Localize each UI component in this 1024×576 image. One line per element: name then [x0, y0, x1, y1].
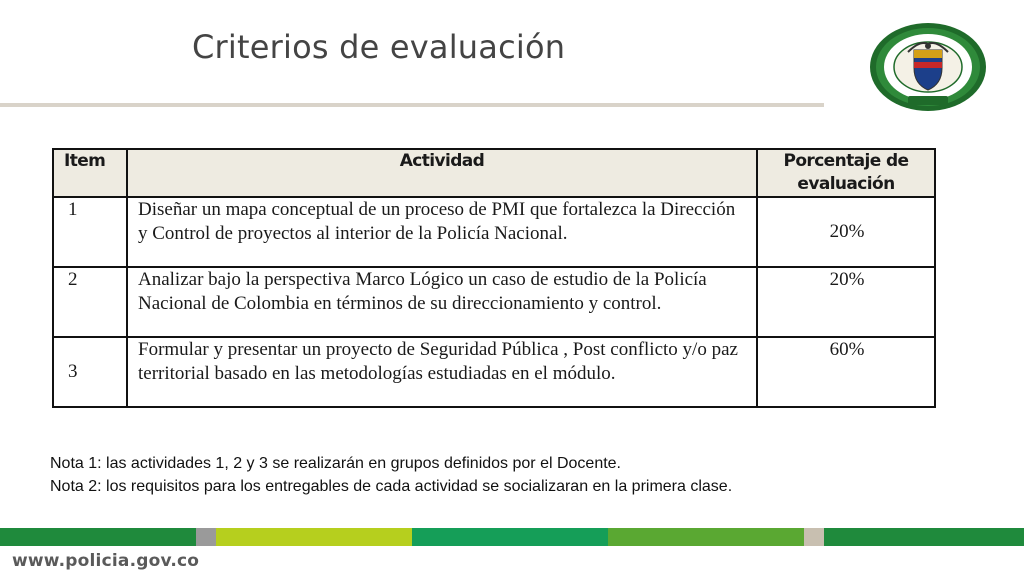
footer-segment-green — [608, 528, 804, 546]
table-row — [53, 337, 935, 407]
porcentaje-header-line1: Porcentaje de — [783, 151, 909, 171]
notes-block — [50, 452, 732, 498]
porcentaje-header-line2: evaluación — [797, 174, 895, 194]
column-header-porcentaje — [757, 149, 935, 197]
table-header-row — [53, 149, 935, 197]
footer-segment-gray — [196, 528, 216, 546]
row-porcentaje: 20% — [757, 197, 935, 267]
policia-nacional-seal-icon — [868, 22, 988, 112]
evaluation-criteria-table — [52, 148, 936, 408]
footer-segment-dark-green-end — [824, 528, 1024, 546]
table-row — [53, 197, 935, 267]
footer-segment-mid-green — [412, 528, 608, 546]
footer-url: www.policia.gov.co — [12, 551, 200, 571]
footer-segment-beige — [804, 528, 824, 546]
page-title: Criterios de evaluación — [192, 28, 566, 66]
footer-segment-dark-green — [0, 528, 196, 546]
row-item-number: 3 — [53, 337, 127, 407]
note-2: Nota 2: los requisitos para los entregables de cada actividad se socializaran en la primera clase. — [50, 478, 733, 495]
row-item-number: 2 — [53, 267, 127, 337]
row-item-number: 1 — [53, 197, 127, 267]
row-actividad: Diseñar un mapa conceptual de un proceso de PMI que fortalezca la Dirección y Control de proyectos al interior de la Policía Nacional. — [127, 197, 757, 267]
note-1: Nota 1: las actividades 1, 2 y 3 se realizarán en grupos definidos por el Docente. — [50, 455, 621, 472]
row-porcentaje: 20% — [757, 267, 935, 337]
title-underline — [0, 103, 824, 107]
footer-color-bar — [0, 528, 1024, 546]
table-row — [53, 267, 935, 337]
row-porcentaje: 60% — [757, 337, 935, 407]
row-actividad: Formular y presentar un proyecto de Seguridad Pública , Post conflicto y/o paz territorial basado en las metodologías estudiadas en el módulo. — [127, 337, 757, 407]
column-header-actividad: Actividad — [127, 149, 757, 197]
column-header-item: Item — [53, 149, 127, 197]
footer-segment-lime — [216, 528, 412, 546]
row-actividad: Analizar bajo la perspectiva Marco Lógico un caso de estudio de la Policía Nacional de Colombia en términos de su direccionamiento y control. — [127, 267, 757, 337]
